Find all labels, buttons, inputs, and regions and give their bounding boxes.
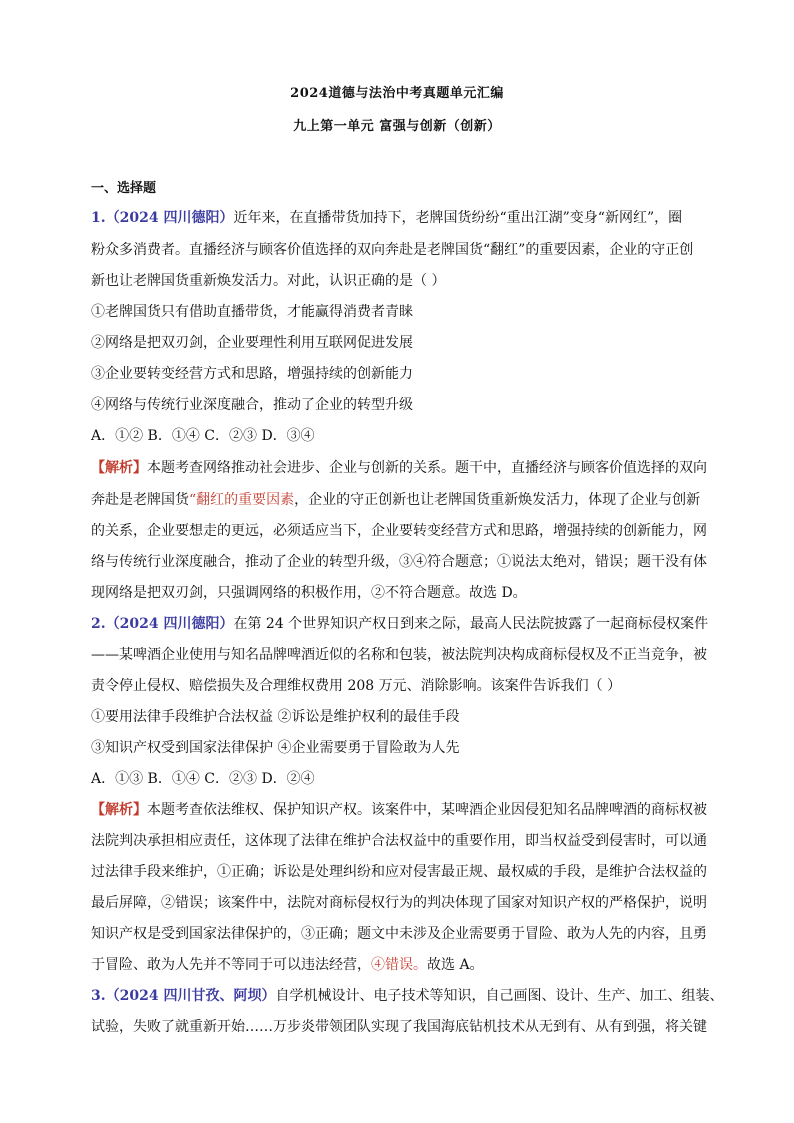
q1-analysis-highlight: “翻红的重要因素 (189, 492, 295, 508)
q2-analysis-line-3: 过法律手段来维护，①正确；诉讼是处理纠纷和应对侵害最正规、最权威的手段，是维护合法权益的 (91, 864, 707, 880)
q2-analysis-highlight: ④错误。 (371, 957, 427, 973)
q2-analysis-text-6c: 故选 A。 (427, 957, 484, 973)
q3-source: （2024 四川甘孜、阿坝） (105, 988, 276, 1004)
q1-stem-line-1 (91, 208, 711, 228)
q2-stem-line-1 (91, 614, 711, 634)
q3-stem-line-2: 试验，失败了就重新开始……万步炎带领团队实现了我国海底钻机技术从无到有、从有到强，将关键 (91, 1019, 707, 1035)
q1-analysis-text-2a: 奔赴是老牌国货 (91, 492, 189, 508)
q1-stem-line-2: 粉众多消费者。直播经济与顾客价值选择的双向奔赴是老牌国货“翻红”的重要因素，企业的守正创 (91, 242, 694, 258)
q2-analysis-label: 【解析】 (91, 802, 147, 818)
document-title: 2024道德与法治中考真题单元汇编 (290, 86, 504, 101)
q1-analysis-text-2c: ，企业的守正创新也让老牌国货重新焕发活力，体现了企业与创新 (294, 492, 701, 508)
q2-options-line-2: ③知识产权受到国家法律保护 ④企业需要勇于冒险敢为人先 (91, 740, 460, 756)
q1-analysis-label: 【解析】 (91, 460, 147, 476)
q1-option-2: ②网络是把双刃剑，企业要理性利用互联网促进发展 (91, 335, 413, 351)
q1-stem-line-3: 新也让老牌国货重新焕发活力。对此，认识正确的是（ ） (91, 273, 446, 289)
q2-analysis-text-6a: 于冒险、敢为人先并不等同于可以违法经营， (91, 957, 371, 973)
q2-stem-line-2: ——某啤酒企业使用与知名品牌啤酒近似的名称和包装，被法院判决构成商标侵权及不正当竞争，被 (91, 647, 707, 663)
q2-options-line-1: ①要用法律手段维护合法权益 ②诉讼是维护权利的最佳手段 (91, 709, 460, 725)
q1-analysis-line-2 (91, 490, 711, 510)
q1-source: （2024 四川德阳） (105, 210, 234, 226)
q1-number: 1. (91, 210, 106, 226)
q2-analysis-line-1 (91, 800, 711, 820)
q2-source: （2024 四川德阳） (105, 616, 234, 632)
q1-analysis-text-1: 本题考查网络推动社会进步、企业与创新的关系。题干中，直播经济与顾客价值选择的双向 (147, 460, 707, 476)
q2-stem-text-1: 在第 24 个世界知识产权日到来之际，最高人民法院披露了一起商标侵权案件 (233, 616, 709, 632)
q1-option-4: ④网络与传统行业深度融合，推动了企业的转型升级 (91, 397, 413, 413)
q1-analysis-line-1 (91, 458, 711, 478)
q2-analysis-line-6 (91, 955, 711, 975)
q1-choices: A．①② B．①④ C．②③ D．③④ (91, 428, 315, 444)
q2-stem-line-3: 责令停止侵权、赔偿损失及合理维权费用 208 万元、消除影响。该案件告诉我们（ ） (91, 678, 622, 694)
q1-option-3: ③企业要转变经营方式和思路，增强持续的创新能力 (91, 366, 413, 382)
q2-number: 2. (91, 616, 106, 632)
q2-analysis-line-2: 法院判决承担相应责任，这体现了法律在维护合法权益中的重要作用，即当权益受到侵害时，可以通 (91, 833, 707, 849)
q1-stem-text-1: 近年来，在直播带货加持下，老牌国货纷纷“重出江湖”变身“新网红”，圈 (233, 210, 683, 226)
q3-stem-line-1 (91, 986, 724, 1006)
q3-stem-text-1: 自学机械设计、电子技术等知识，自己画图、设计、生产、加工、组装、 (275, 988, 724, 1004)
q1-analysis-line-4: 络与传统行业深度融合，推动了企业的转型升级，③④符合题意；①说法太绝对，错误；题干没有体 (91, 554, 707, 570)
q2-analysis-line-5: 知识产权是受到国家法律保护的，③正确；题文中未涉及企业需要勇于冒险、敢为人先的内容，且勇 (91, 926, 707, 942)
document-subtitle: 九上第一单元 富强与创新（创新） (293, 119, 501, 134)
q2-analysis-line-4: 最后屏障，②错误；该案件中，法院对商标侵权行为的判决体现了国家对知识产权的严格保护，说明 (91, 895, 707, 911)
q1-option-1: ①老牌国货只有借助直播带货，才能赢得消费者青睐 (91, 304, 413, 320)
section-heading: 一、选择题 (91, 181, 157, 196)
q2-choices: A．①③ B．①④ C．②③ D．②④ (91, 771, 315, 787)
q1-analysis-line-3: 的关系，企业要想走的更远，必须适应当下，企业要转变经营方式和思路，增强持续的创新能力，网 (91, 523, 707, 539)
q2-analysis-text-1: 本题考查依法维权、保护知识产权。该案件中，某啤酒企业因侵犯知名品牌啤酒的商标权被 (147, 802, 707, 818)
q3-number: 3. (91, 988, 106, 1004)
q1-analysis-line-5: 现网络是把双刃剑，只强调网络的积极作用，②不符合题意。故选 D。 (91, 585, 527, 601)
